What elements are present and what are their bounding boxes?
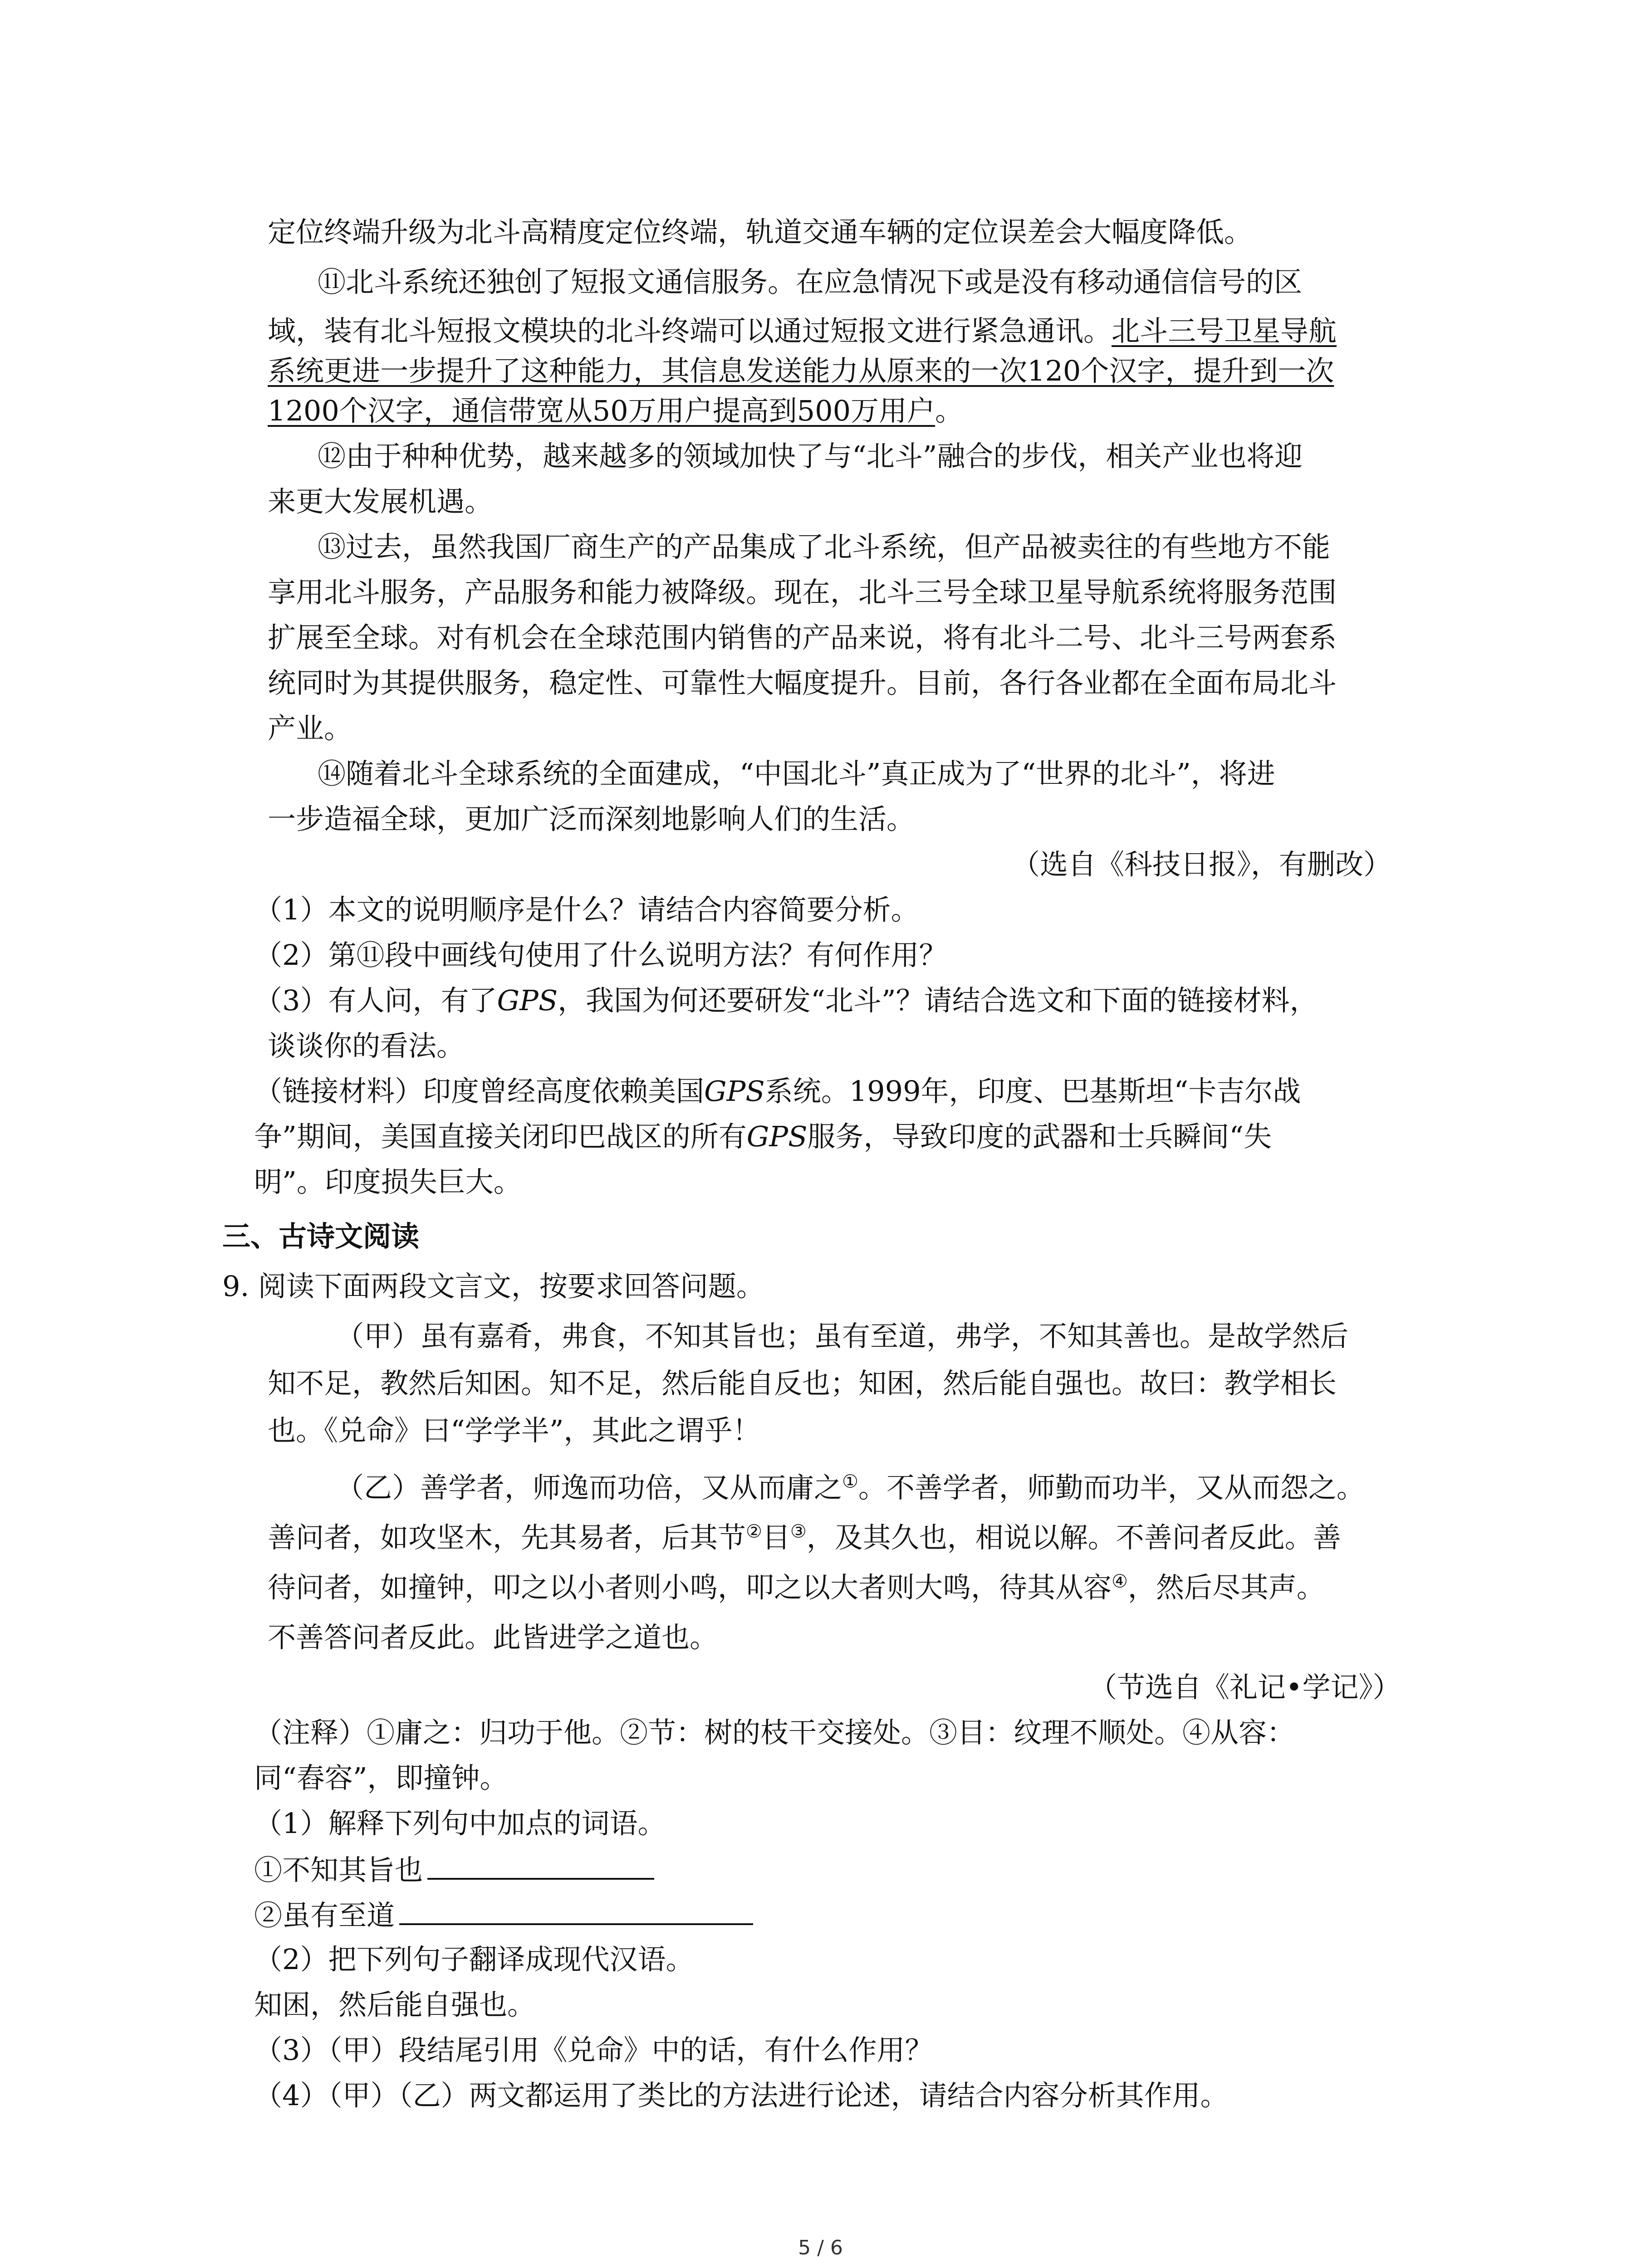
underlined-sentence: 1200个汉字，通信带宽从50万用户提高到500万用户: [268, 394, 936, 427]
plain-text: 域，装有北斗短报文模块的北斗终端可以通过短报文进行紧急通讯。: [268, 314, 1112, 347]
question-9-1-item: [254, 1851, 654, 1888]
paragraph-13-line: 享用北斗服务，产品服务和能力被降级。现在，北斗三号全球卫星导航系统将服务范围: [268, 576, 1337, 609]
footnote-marker: ③: [790, 1521, 807, 1542]
gps-term: GPS: [704, 1075, 765, 1108]
underlined-sentence: 系统更进一步提升了这种能力，其信息发送能力从原来的一次120个汉字，提升到一次: [268, 354, 1334, 387]
plain-text: 。: [935, 394, 964, 427]
plain-text: 服务，导致印度的武器和士兵瞬间“失: [807, 1120, 1272, 1153]
answer-blank[interactable]: [427, 1851, 654, 1880]
paragraph-14-line: 一步造福全球，更加广泛而深刻地影响人们的生活。: [268, 802, 915, 836]
plain-text: （乙）善学者，师逸而功倍，又从而庸之: [336, 1471, 843, 1504]
page-number: 5 / 6: [798, 2236, 843, 2259]
link-material: [254, 1119, 1272, 1155]
source-citation: （节选自《礼记•学记》）: [1089, 1671, 1401, 1704]
question-9-2: （2）把下列句子翻译成现代汉语。: [254, 1943, 694, 1976]
footnote-marker: ①: [842, 1471, 858, 1492]
gps-term: GPS: [746, 1120, 808, 1153]
question-9-1: （1）解释下列句中加点的词语。: [254, 1807, 666, 1840]
answer-blank[interactable]: [399, 1896, 753, 1925]
plain-text: 善问者，如攻坚木，先其易者，后其节: [268, 1521, 746, 1554]
text-line: 定位终端升级为北斗高精度定位终端，轨道交通车辆的定位误差会大幅度降低。: [268, 215, 1253, 249]
question-9-4: （4）（甲）（乙）两文都运用了类比的方法进行论述，请结合内容分析其作用。: [254, 2079, 1229, 2112]
plain-text: ②虽有至道: [254, 1899, 395, 1932]
plain-text: ，及其久也，相说以解。不善问者反此。善: [806, 1521, 1341, 1554]
passage-yi-line: [268, 1520, 1341, 1556]
plain-text: 目: [762, 1521, 790, 1554]
passage-jia-line: 知不足，教然后知困。知不足，然后能自反也；知困，然后能自强也。故曰：教学相长: [268, 1367, 1337, 1400]
plain-text: 系统。1999年，印度、巴基斯坦“卡吉尔战: [764, 1075, 1301, 1108]
question-9-2-sentence: 知困，然后能自强也。: [254, 1988, 536, 2021]
question-1: （1）本文的说明顺序是什么？请结合内容简要分析。: [254, 893, 919, 926]
paragraph-13-line: 统同时为其提供服务，稳定性、可靠性大幅度提升。目前，各行各业都在全面布局北斗: [268, 666, 1337, 699]
link-material: [254, 1073, 1301, 1110]
plain-text: ，我国为何还要研发“北斗”？请结合选文和下面的链接材料，: [558, 984, 1318, 1017]
question-9-3: （3）（甲）段结尾引用《兑命》中的话，有什么作用？: [254, 2033, 933, 2067]
plain-text: 。不善学者，师勤而功半，又从而怨之。: [858, 1471, 1365, 1504]
paragraph-13-line: ⑬过去，虽然我国厂商生产的产品集成了北斗系统，但产品被卖往的有些地方不能: [318, 530, 1331, 563]
question-9-1-item: [254, 1896, 753, 1934]
plain-text: ，然后尽其声。: [1127, 1571, 1325, 1604]
section-heading: 三、古诗文阅读: [222, 1220, 420, 1253]
plain-text: ①不知其旨也: [254, 1853, 423, 1887]
question-3: 谈谈你的看法。: [268, 1029, 465, 1062]
annotation-note: 同“舂容”，即撞钟。: [254, 1761, 508, 1794]
footnote-marker: ④: [1112, 1571, 1128, 1592]
paragraph-13-line: 扩展至全球。对有机会在全球范围内销售的产品来说，将有北斗二号、北斗三号两套系: [268, 621, 1337, 654]
passage-yi-line: [268, 1569, 1325, 1606]
paragraph-14-line: ⑭随着北斗全球系统的全面建成，“中国北斗”真正成为了“世界的北斗”，将进: [318, 757, 1275, 790]
passage-yi-line: [336, 1470, 1365, 1506]
question-2: （2）第⑪段中画线句使用了什么说明方法？有何作用？: [254, 938, 947, 972]
gps-term: GPS: [497, 984, 558, 1017]
passage-jia-line: （甲）虽有嘉肴，弗食，不知其旨也；虽有至道，弗学，不知其善也。是故学然后: [336, 1320, 1349, 1353]
footnote-marker: ②: [746, 1521, 762, 1542]
paragraph-12-line: 来更大发展机遇。: [268, 485, 493, 518]
underlined-sentence: 北斗三号卫星导航: [1112, 314, 1337, 347]
annotation-note: （注释）①庸之：归功于他。②节：树的枝干交接处。③目：纹理不顺处。④从容：: [254, 1716, 1295, 1749]
paragraph-11-line: [268, 393, 963, 429]
question-3: [254, 982, 1318, 1019]
plain-text: （3）有人问，有了: [254, 984, 497, 1017]
plain-text: （链接材料）印度曾经高度依赖美国: [254, 1075, 705, 1108]
passage-yi-line: 不善答问者反此。此皆进学之道也。: [268, 1621, 718, 1654]
paragraph-13-line: 产业。: [268, 712, 353, 745]
source-citation: （选自《科技日报》，有删改）: [1012, 848, 1392, 881]
passage-jia-line: 也。《兑命》曰“学学半”，其此之谓乎！: [268, 1414, 761, 1447]
paragraph-12-line: ⑫由于种种优势，越来越多的领域加快了与“北斗”融合的步伐，相关产业也将迎: [318, 440, 1303, 473]
plain-text: 待问者，如撞钟，叩之以小者则小鸣，叩之以大者则大鸣，待其从容: [268, 1571, 1112, 1604]
question-9: 9. 阅读下面两段文言文，按要求回答问题。: [222, 1270, 764, 1303]
plain-text: 争”期间，美国直接关闭印巴战区的所有: [254, 1120, 747, 1153]
link-material: 明”。印度损失巨大。: [254, 1165, 522, 1198]
paragraph-11-line: ⑪北斗系统还独创了短报文通信服务。在应急情况下或是没有移动通信信号的区: [318, 265, 1303, 298]
paragraph-11-line: [268, 313, 1337, 349]
